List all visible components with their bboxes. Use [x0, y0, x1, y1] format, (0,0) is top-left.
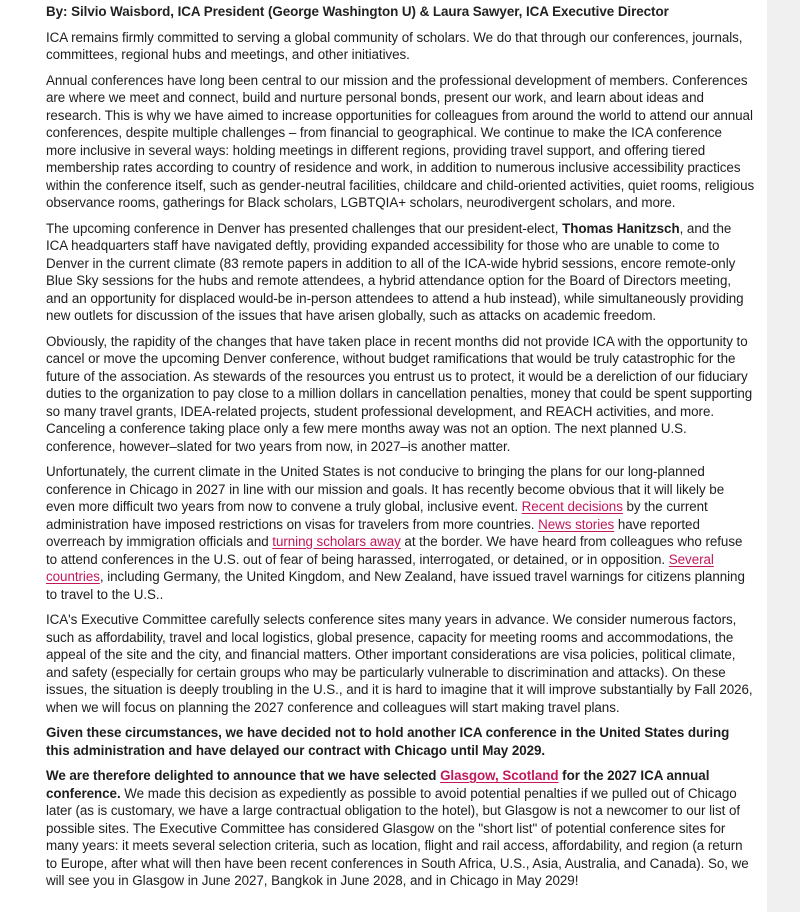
president-elect-name: Thomas Hanitzsch	[562, 220, 680, 236]
paragraph-denver-conference	[46, 220, 755, 325]
paragraph-glasgow-announcement	[46, 767, 755, 890]
text-segment: We are therefore delighted to announce that we have selected	[46, 768, 441, 783]
text-segment: We made this decision as expediently as possible to avoid potential penalties if we pulled out of Chicago later (as is customary, we have a large contractual obligation to the hotel), but Glasgow is not a newcomer to our list of possible sites. The Executive Committee has considered Glasgow on the "short list" of potential conference sites for many years: it meets several selection criteria, such as location, flight and rail access, affordability, and region (a return to Europe, after what will then have been recent conferences in South Africa, U.S., Asia, Australia, and Canada). So, we will see you in Glasgow in June 2027, Bangkok in June 2028, and in Chicago in May 2029!	[46, 785, 749, 888]
paragraph-annual-conferences: Annual conferences have long been central to our mission and the professional development of members. Conferences are where we meet and connect, build and nurture personal bonds, present our work, and learn about ideas and research. This is why we have aimed to increase opportunities for colleagues from around the world to attend our annual conferences, despite multiple challenges – from financial to geographical. We continue to make the ICA conference more inclusive in several ways: holding meetings in different regions, providing travel support, and offering tiered membership rates according to country of residence and work, in addition to numerous inclusive accessibility practices within the conference itself, such as gender-neutral facilities, childcare and child-oriented activities, quiet rooms, religious observance rooms, gatherings for Black scholars, LGBTQIA+ scholars, neurodivergent scholars, and more.	[46, 72, 755, 210]
text-segment: at the border. We have heard from colleagues who refuse to attend conferences in the U.S. out of fear of being harassed, interrogated, or detained, or in opposition.	[46, 534, 743, 567]
text-segment: by the current administration have imposed restrictions on visas for travelers from more countries.	[46, 499, 708, 532]
text-segment: for the 2027 ICA annual conference.	[46, 768, 710, 801]
turning-scholars-away-link[interactable]: turning scholars away	[272, 534, 401, 549]
byline: By: Silvio Waisbord, ICA President (George Washington U) & Laura Sawyer, ICA Executive Director	[46, 4, 669, 19]
paragraph-cancellation: Obviously, the rapidity of the changes that have taken place in recent months did not provide ICA with the opportunity to cancel or move the upcoming Denver conference, without budget ramifications that would be truly catastrophic for the future of the association. As stewards of the resources you entrust us to protect, it would be a dereliction of our fiduciary duties to the organization to pay close to a million dollars in cancellation penalties, money that could be spent supporting so many travel grants, IDEA-related projects, student professional development, and REACH activities, and more. Canceling a conference taking place only a few mere months away was not an option. The next planned U.S. conference, however–slated for two years from now, in 2027–is another matter.	[46, 333, 753, 454]
glasgow-scotland-link[interactable]: Glasgow, Scotland	[440, 768, 559, 783]
news-stories-link[interactable]: News stories	[538, 516, 615, 532]
paragraph-commitment: ICA remains firmly committed to serving a global community of scholars. We do that through our conferences, journals, committees, regional hubs and meetings, and other initiatives.	[46, 29, 743, 62]
text-segment: The upcoming conference in Denver has presented challenges that our president-elect,	[46, 220, 563, 236]
recent-decisions-link[interactable]: Recent decisions	[521, 499, 623, 514]
text-segment: have reported overreach by immigration officials and	[46, 516, 700, 549]
text-segment: , and the ICA headquarters staff have navigated deftly, providing expanded accessibility for those who are unable to come to Denver in the current climate (83 remote papers in addition to all of the ICA-wide hybrid sessions, encore remote-only Blue Sky sessions for the hubs and remote attendees, a hybrid attendance option for the Board of Directors meeting, and an opportunity for displaced would-be in-person attendees to attend a hub instead), while simultaneously providing new outlets for discussion of the issues that have arisen globally, such as attacks on academic freedom.	[46, 220, 744, 323]
several-countries-link[interactable]: Several countries	[46, 551, 714, 584]
paragraph-us-climate	[46, 463, 755, 603]
text-segment: , including Germany, the United Kingdom, and New Zealand, have issued travel warnings for citizens planning to travel to the U.S..	[46, 569, 745, 602]
paragraph-site-selection: ICA's Executive Committee carefully selects conference sites many years in advance. We consider numerous factors, such as affordability, travel and local logistics, global presence, capacity for meeting rooms and accommodations, the appeal of the site and the city, and financial matters. Other important considerations are visa policies, political climate, and safety (especially for certain groups who may be particularly vulnerable to discrimination and attacks). On these issues, the situation is deeply troubling in the U.S., and it is hard to imagine that it will improve substantially by Fall 2026, when we will focus on planning the 2027 conference and colleagues will start making travel plans.	[46, 612, 753, 715]
text-segment: Unfortunately, the current climate in the United States is not conducive to bringing the plans for our long-planned conference in Chicago in 2027 in line with our mission and goals. It has recently become obvious that it will likely be even more difficult two years from now to convene a truly global, inclusive event.	[46, 464, 725, 514]
paragraph-decision: Given these circumstances, we have decided not to hold another ICA conference in the United States during this administration and have delayed our contract with Chicago until May 2029.	[46, 725, 730, 758]
